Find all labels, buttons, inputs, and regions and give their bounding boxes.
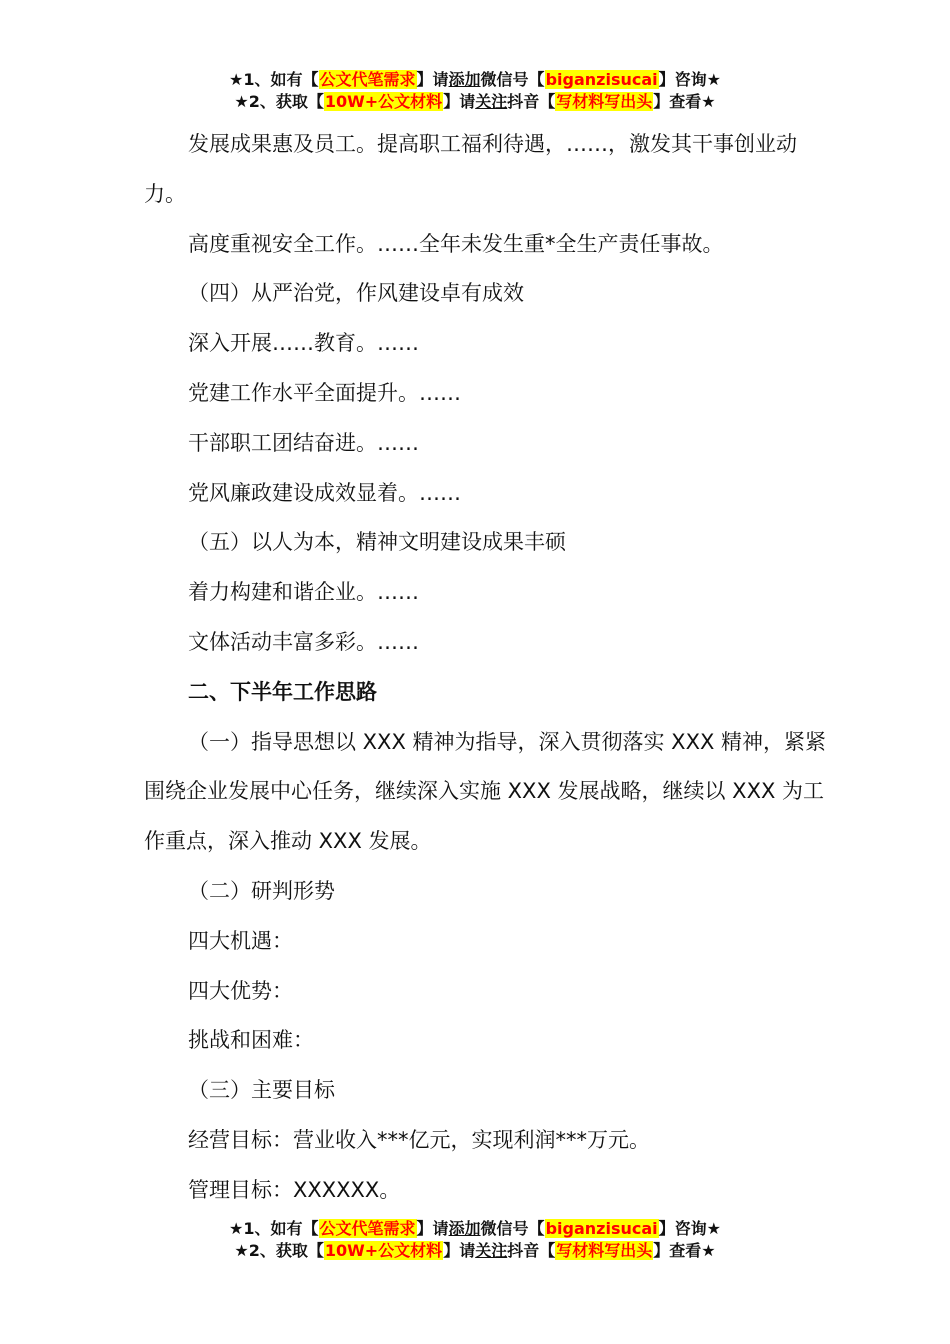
promo-text: 】咨询★: [658, 70, 721, 89]
star-icon: ★: [229, 1219, 244, 1238]
header-promo-banner: [0, 69, 950, 113]
paragraph: 高度重视安全工作。……全年未发生重*全生产责任事故。: [188, 231, 724, 256]
promo-highlight: biganzisucai: [545, 70, 658, 89]
promo-highlight: 10W+公文材料: [324, 92, 443, 111]
promo-text: 】查看★: [653, 1241, 716, 1260]
promo-text: 微信号【: [480, 70, 545, 89]
paragraph: 干部职工团结奋进。……: [188, 430, 419, 455]
paragraph: （四）从严治党，作风建设卓有成效: [188, 281, 524, 306]
promo-text: 】请: [416, 1219, 449, 1238]
promo-line-2: [0, 91, 950, 113]
paragraph: （三）主要目标: [188, 1078, 335, 1103]
promo-highlight: 10W+公文材料: [324, 1241, 443, 1260]
promo-text: 】请: [443, 92, 476, 111]
promo-text: 抖音【: [507, 92, 556, 111]
promo-text: 微信号【: [480, 1219, 545, 1238]
paragraph: 着力构建和谐企业。……: [188, 580, 419, 605]
promo-underline: 关注: [475, 1241, 508, 1260]
promo-text: 2、获取【: [248, 1241, 324, 1260]
paragraph: 四大机遇：: [188, 928, 293, 953]
promo-highlight: 公文代笔需求: [319, 1219, 416, 1238]
star-icon: ★: [234, 92, 249, 111]
paragraph: （五）以人为本，精神文明建设成果丰硕: [188, 530, 566, 555]
paragraph: （一）指导思想以 XXX 精神为指导，深入贯彻落实 XXX 精神，紧紧围绕企业发展中心任务，继续深入实施 XXX 发展战略，继续以 XXX 为工作重点，深入推动 XXX 发展。: [144, 729, 827, 854]
paragraph: 深入开展……教育。……: [188, 331, 419, 356]
promo-text: 】请: [443, 1241, 476, 1260]
promo-highlight: 公文代笔需求: [319, 70, 416, 89]
paragraph: （二）研判形势: [188, 878, 335, 903]
promo-highlight: 写材料写出头: [556, 1241, 653, 1260]
paragraph: 管理目标：XXXXXX。: [188, 1177, 401, 1202]
paragraph: 党建工作水平全面提升。……: [188, 380, 461, 405]
promo-text: 抖音【: [507, 1241, 556, 1260]
section-heading: 二、下半年工作思路: [188, 679, 377, 704]
promo-text: 2、获取【: [248, 92, 324, 111]
promo-underline: 添加: [448, 1219, 481, 1238]
promo-text: 】咨询★: [658, 1219, 721, 1238]
promo-text: 】查看★: [653, 92, 716, 111]
promo-line-1: [0, 1218, 950, 1240]
paragraph: 挑战和困难：: [188, 1028, 314, 1053]
paragraph: 经营目标：营业收入***亿元，实现利润***万元。: [188, 1127, 650, 1152]
promo-highlight: biganzisucai: [545, 1219, 658, 1238]
document-body: [144, 120, 834, 1216]
promo-text: 】请: [416, 70, 449, 89]
promo-underline: 添加: [448, 70, 481, 89]
star-icon: ★: [229, 70, 244, 89]
promo-line-1: [0, 69, 950, 91]
paragraph: 党风廉政建设成效显着。……: [188, 480, 461, 505]
promo-highlight: 写材料写出头: [556, 92, 653, 111]
promo-line-2: [0, 1240, 950, 1262]
paragraph: 发展成果惠及员工。提高职工福利待遇，……，激发其干事创业动力。: [144, 132, 797, 206]
star-icon: ★: [234, 1241, 249, 1260]
promo-text: 1、如有【: [243, 1219, 319, 1238]
paragraph: 文体活动丰富多彩。……: [188, 629, 419, 654]
footer-promo-banner: [0, 1218, 950, 1262]
promo-text: 1、如有【: [243, 70, 319, 89]
paragraph: 四大优势：: [188, 978, 293, 1003]
promo-underline: 关注: [475, 92, 508, 111]
